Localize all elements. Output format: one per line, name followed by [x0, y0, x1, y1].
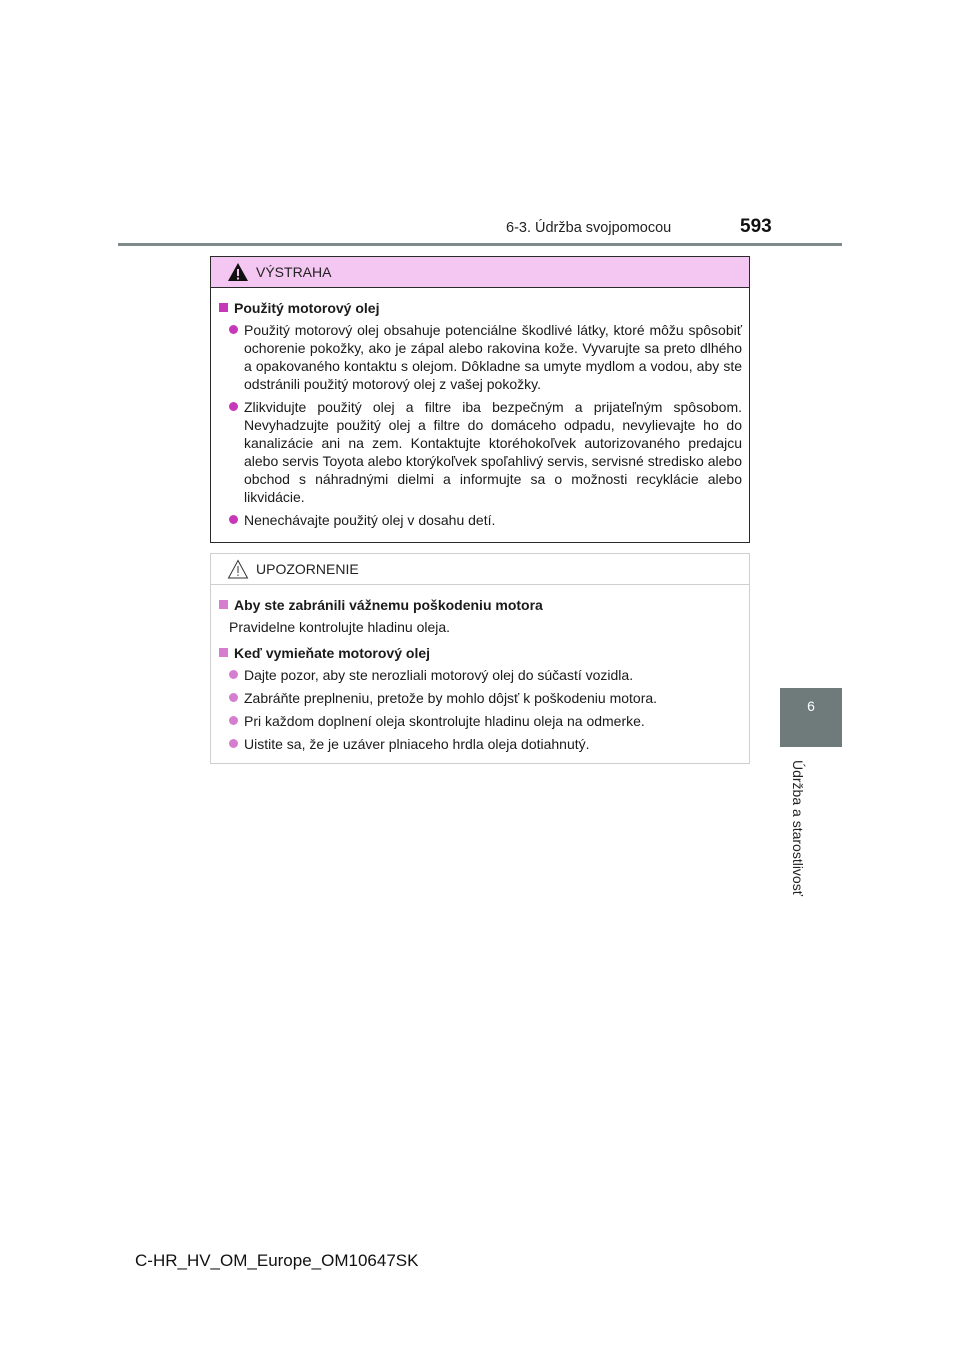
list-item-text: Pri každom doplnení oleja skontrolujte hladinu oleja na odmerke.: [244, 713, 645, 729]
round-bullet-icon: [229, 716, 238, 725]
round-bullet-icon: [229, 325, 238, 334]
warning-box-header: [211, 257, 749, 288]
warning-heading-text: Použitý motorový olej: [234, 300, 380, 316]
chapter-tab: [780, 688, 842, 747]
chapter-number: 6: [807, 698, 815, 714]
list-item-text: Nenechávajte použitý olej v dosahu detí.: [244, 512, 496, 528]
notice-box: [210, 553, 750, 764]
list-item: [218, 689, 742, 707]
chapter-label: Údržba a starostlivosť: [790, 760, 806, 896]
square-bullet-icon: [219, 600, 228, 609]
warning-box: [210, 256, 750, 543]
round-bullet-icon: [229, 515, 238, 524]
list-item: [218, 398, 742, 506]
notice-heading: [218, 644, 742, 662]
header-divider: [118, 243, 842, 246]
section-title: 6-3. Údržba svojpomocou: [506, 220, 672, 236]
list-item: [218, 712, 742, 730]
notice-heading: [218, 596, 742, 614]
list-item-text: Zlikvidujte použitý olej a filtre iba bezpečným a prijateľným spôsobom. Nevyhadzujte použitý olej a filtre do domáceho odpadu, nevylievajte ho do kanalizácie ani na zem. Kontaktujte ktoréhokoľvek autorizovaného predajcu alebo servis Toyota alebo ktorýkoľvek spoľahlivý servis, servisné stredisko alebo obchod s náhradnými dielmi a informujte sa o možnosti recyklácie alebo likvidácie.: [244, 399, 742, 505]
warning-triangle-icon: [227, 262, 249, 282]
notice-heading-text: Keď vymieňate motorový olej: [234, 645, 431, 661]
list-item-text: Zabráňte preplneniu, pretože by mohlo dôjsť k poškodeniu motora.: [244, 690, 658, 706]
warning-heading: [218, 299, 742, 317]
round-bullet-icon: [229, 739, 238, 748]
notice-paragraph: Pravidelne kontrolujte hladinu oleja.: [229, 619, 451, 635]
list-item-text: Použitý motorový olej obsahuje potenciálne škodlivé látky, ktoré môžu spôsobiť ochorenie pokožky, ako je zápal alebo rakovina kože. Vyvarujte sa preto dlhého a opakovaného kontaktu s olejom. Dôkladne sa umyte mydlom a vodou, aby ste odstránili použitý motorový olej z vašej pokožky.: [244, 322, 742, 392]
document-id: C-HR_HV_OM_Europe_OM10647SK: [135, 1251, 419, 1270]
round-bullet-icon: [229, 670, 238, 679]
list-item: [218, 666, 742, 684]
notice-box-title: UPOZORNENIE: [256, 561, 359, 577]
warning-box-title: VÝSTRAHA: [256, 264, 332, 280]
list-item-text: Uistite sa, že je uzáver plniaceho hrdla oleja dotiahnutý.: [244, 736, 590, 752]
round-bullet-icon: [229, 693, 238, 702]
list-item-text: Dajte pozor, aby ste nerozliali motorový olej do súčastí vozidla.: [244, 667, 634, 683]
round-bullet-icon: [229, 402, 238, 411]
caution-outline-triangle-icon: [227, 559, 249, 579]
list-item: [218, 735, 742, 753]
square-bullet-icon: [219, 648, 228, 657]
square-bullet-icon: [219, 303, 228, 312]
notice-box-header: [211, 554, 749, 585]
page-number: 593: [740, 216, 772, 237]
list-item: [218, 321, 742, 393]
notice-heading-text: Aby ste zabránili vážnemu poškodeniu motora: [234, 597, 543, 613]
list-item: [218, 511, 742, 529]
